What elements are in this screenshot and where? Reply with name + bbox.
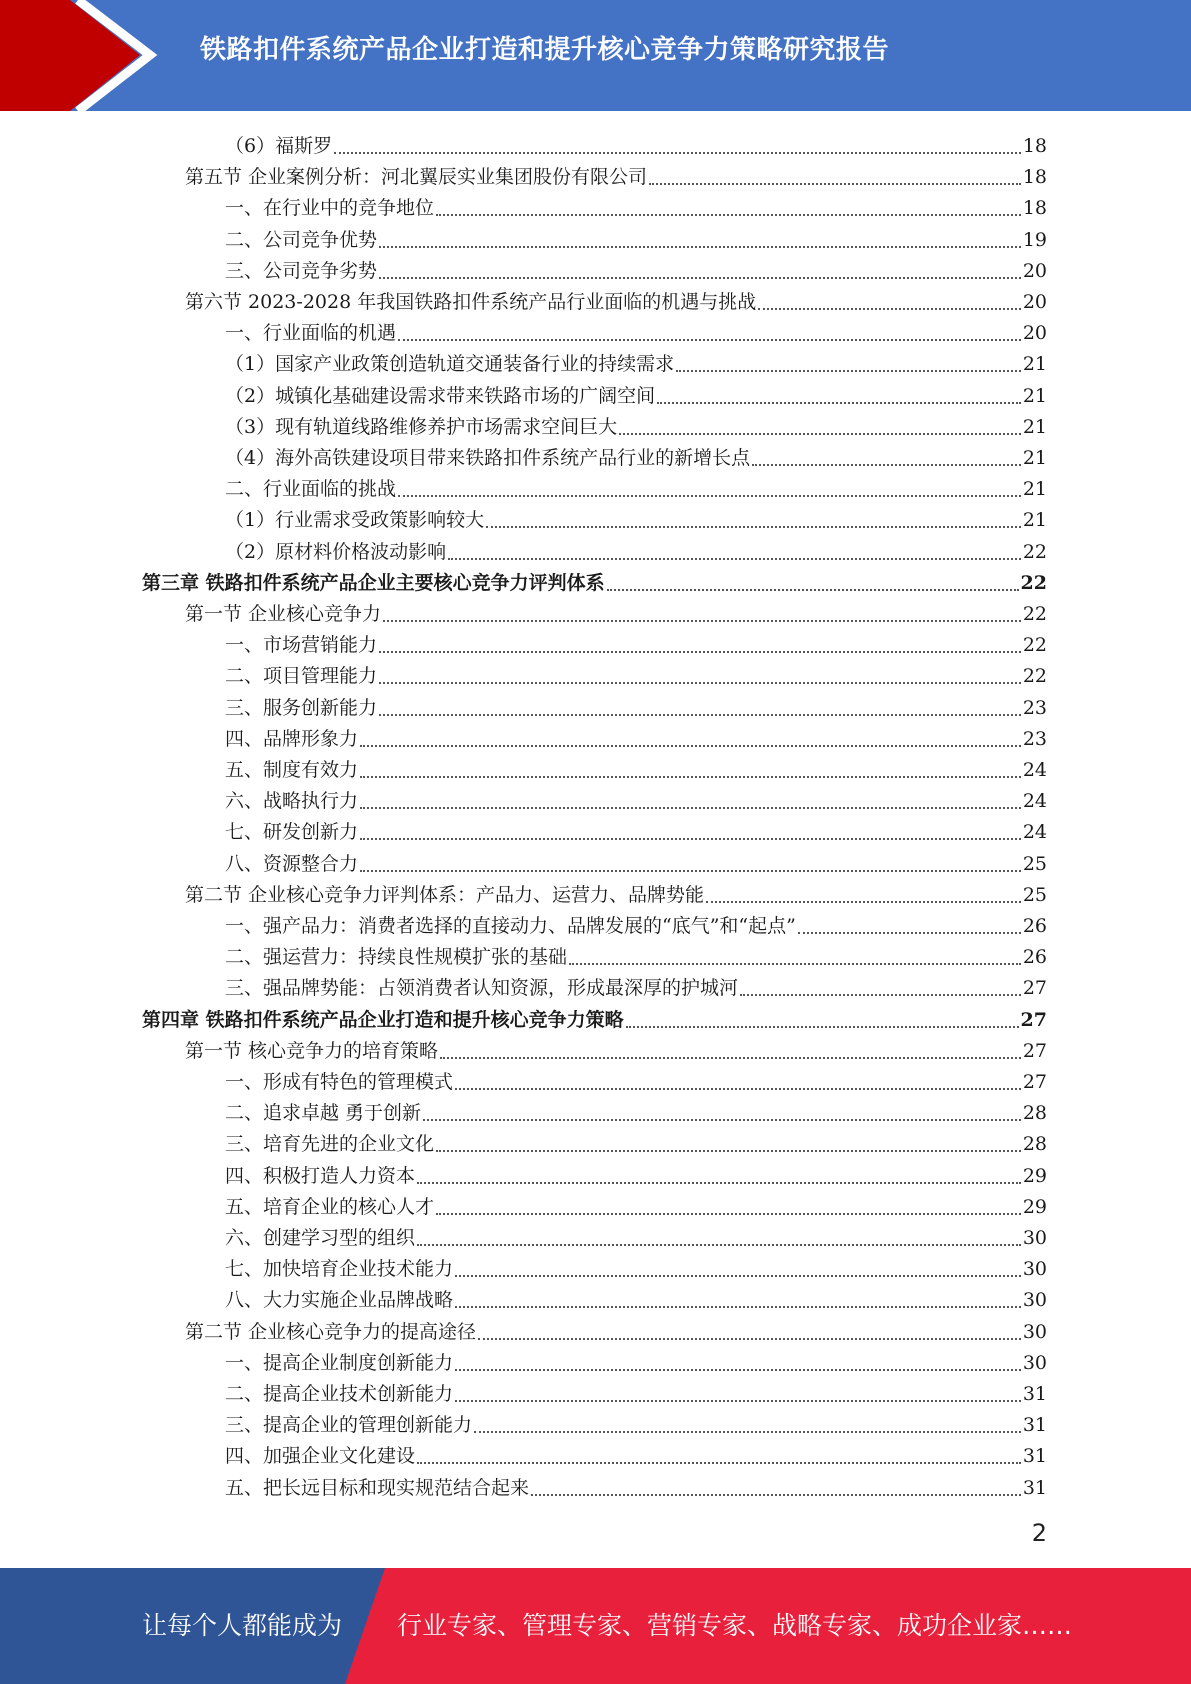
- toc-entry-title: 三、强品牌势能：占领消费者认知资源，形成最深厚的护城河: [225, 977, 739, 1000]
- toc-entry-title: 二、行业面临的挑战: [225, 478, 397, 501]
- toc-item-row[interactable]: [225, 1125, 1047, 1156]
- toc-item-row[interactable]: [225, 626, 1047, 657]
- toc-item-row[interactable]: [225, 314, 1047, 345]
- toc-item-row[interactable]: [225, 1406, 1047, 1437]
- toc-entry-page: 29: [1022, 1195, 1047, 1218]
- toc-leader-dots: [360, 776, 1021, 778]
- toc-leader-dots: [360, 870, 1021, 872]
- toc-entry-title: 第四章 铁路扣件系统产品企业打造和提升核心竞争力策略: [142, 1008, 624, 1031]
- toc-leader-dots: [379, 651, 1021, 653]
- toc-entry-title: 七、加快培育企业技术能力: [225, 1258, 454, 1281]
- toc-leader-dots: [417, 1182, 1021, 1184]
- toc-item-row[interactable]: [225, 1437, 1047, 1468]
- toc-item-row[interactable]: [225, 533, 1047, 564]
- toc-leader-dots: [752, 464, 1021, 466]
- toc-leader-dots: [379, 246, 1021, 248]
- toc-entry-page: 21: [1022, 353, 1047, 376]
- toc-entry-page: 31: [1022, 1476, 1047, 1499]
- toc-leader-dots: [569, 963, 1021, 965]
- page-number: 2: [1031, 1519, 1047, 1547]
- toc-entry-page: 18: [1022, 197, 1047, 220]
- toc-entry-title: （1）国家产业政策创造轨道交通装备行业的持续需求: [225, 353, 675, 376]
- toc-entry-page: 27: [1020, 1008, 1047, 1031]
- toc-entry-title: 四、加强企业文化建设: [225, 1445, 416, 1468]
- toc-leader-dots: [649, 183, 1021, 185]
- toc-entry-page: 20: [1022, 291, 1047, 313]
- toc-entry-page: 30: [1022, 1258, 1047, 1281]
- toc-entry-title: 三、公司竞争劣势: [225, 259, 378, 282]
- toc-item-row[interactable]: [225, 751, 1047, 782]
- toc-leader-dots: [758, 308, 1021, 310]
- toc-leader-dots: [455, 1306, 1021, 1308]
- toc-leader-dots: [455, 1275, 1021, 1277]
- toc-item-row[interactable]: [225, 345, 1047, 376]
- toc-leader-dots: [740, 994, 1021, 996]
- toc-entry-page: 26: [1022, 946, 1047, 969]
- toc-entry-title: （3）现有轨道线路维修养护市场需求空间巨大: [225, 415, 618, 438]
- toc-leader-dots: [455, 1369, 1021, 1371]
- toc-leader-dots: [474, 1431, 1021, 1433]
- toc-item-row[interactable]: [225, 1157, 1047, 1188]
- toc-leader-dots: [360, 807, 1021, 809]
- toc-entry-page: 22: [1022, 634, 1047, 657]
- toc-leader-dots: [619, 433, 1021, 435]
- toc-entry-page: 28: [1022, 1102, 1047, 1125]
- toc-leader-dots: [657, 402, 1021, 404]
- toc-entry-page: 30: [1022, 1351, 1047, 1374]
- toc-item-row[interactable]: [225, 439, 1047, 470]
- toc-leader-dots: [440, 1057, 1021, 1059]
- toc-entry-title: 第二节 企业核心竞争力的提高途径: [185, 1320, 477, 1343]
- toc-entry-title: 四、品牌形象力: [225, 727, 359, 750]
- toc-section-row[interactable]: [185, 1313, 1047, 1344]
- toc-entry-title: 六、战略执行力: [225, 790, 359, 813]
- toc-entry-title: （2）城镇化基础建设需求带来铁路市场的广阔空间: [225, 384, 656, 407]
- toc-item-row[interactable]: [225, 1375, 1047, 1406]
- toc-leader-dots: [626, 1026, 1019, 1028]
- toc-entry-page: 23: [1022, 696, 1047, 719]
- toc-entry-title: 第二节 企业核心竞争力评判体系：产品力、运营力、品牌势能: [185, 883, 705, 906]
- toc-entry-title: 一、市场营销能力: [225, 634, 378, 657]
- toc-chapter-row[interactable]: [142, 564, 1047, 595]
- toc-leader-dots: [706, 901, 1021, 903]
- toc-item-row[interactable]: [225, 1219, 1047, 1250]
- toc-item-row[interactable]: [225, 1250, 1047, 1281]
- toc-entry-title: （1）行业需求受政策影响较大: [225, 509, 485, 532]
- toc-leader-dots: [531, 1494, 1021, 1496]
- toc-leader-dots: [417, 1244, 1021, 1246]
- toc-leader-dots: [379, 682, 1021, 684]
- toc-entry-title: 二、公司竞争优势: [225, 228, 378, 251]
- toc-leader-dots: [383, 620, 1021, 622]
- toc-entry-title: 三、服务创新能力: [225, 696, 378, 719]
- toc-entry-title: 六、创建学习型的组织: [225, 1227, 416, 1249]
- footer-slogan-right: 行业专家、管理专家、营销专家、战略专家、成功企业家……: [397, 1611, 1073, 1640]
- toc-leader-dots: [417, 1462, 1021, 1464]
- toc-entry-page: 25: [1022, 852, 1047, 875]
- toc-entry-page: 20: [1022, 322, 1047, 345]
- toc-entry-title: 一、形成有特色的管理模式: [225, 1071, 454, 1093]
- toc-item-row[interactable]: [225, 127, 1047, 158]
- toc-entry-title: 第一节 核心竞争力的培育策略: [185, 1039, 439, 1062]
- toc-leader-dots: [448, 558, 1021, 560]
- toc-entry-title: 一、强产品力：消费者选择的直接动力、品牌发展的“底气”和“起点”: [225, 915, 796, 937]
- toc-leader-dots: [379, 277, 1021, 279]
- toc-item-row[interactable]: [225, 907, 1047, 938]
- toc-item-row[interactable]: [225, 657, 1047, 688]
- toc-item-row[interactable]: [225, 501, 1047, 532]
- toc-entry-title: 五、培育企业的核心人才: [225, 1195, 435, 1218]
- toc-item-row[interactable]: [225, 689, 1047, 720]
- toc-entry-page: 19: [1022, 228, 1047, 251]
- toc-entry-page: 26: [1022, 915, 1047, 937]
- toc-leader-dots: [423, 1119, 1021, 1121]
- toc-entry-page: 22: [1020, 571, 1047, 594]
- toc-item-row[interactable]: [225, 1469, 1047, 1500]
- toc-entry-page: 20: [1022, 259, 1047, 282]
- toc-entry-title: 四、积极打造人力资本: [225, 1164, 416, 1187]
- toc-section-row[interactable]: [185, 1032, 1047, 1063]
- toc-entry-title: （2）原材料价格波动影响: [225, 540, 447, 563]
- toc-entry-page: 22: [1022, 603, 1047, 625]
- toc-item-row[interactable]: [225, 221, 1047, 252]
- toc-leader-dots: [398, 495, 1021, 497]
- toc-entry-page: 23: [1022, 727, 1047, 750]
- toc-item-row[interactable]: [225, 720, 1047, 751]
- toc-leader-dots: [398, 339, 1021, 341]
- toc-leader-dots: [455, 1088, 1021, 1090]
- toc-section-row[interactable]: [185, 595, 1047, 626]
- toc-entry-page: 30: [1022, 1227, 1047, 1249]
- toc-leader-dots: [436, 1150, 1021, 1152]
- toc-entry-page: 21: [1022, 384, 1047, 407]
- toc-entry-page: 24: [1022, 821, 1047, 844]
- toc-entry-page: 27: [1022, 1071, 1047, 1093]
- toc-leader-dots: [676, 370, 1021, 372]
- toc-leader-dots: [360, 745, 1021, 747]
- toc-entry-page: 22: [1022, 665, 1047, 688]
- footer-slogan-left: 让每个人都能成为: [142, 1611, 343, 1640]
- toc-leader-dots: [379, 714, 1021, 716]
- toc-entry-title: 第三章 铁路扣件系统产品企业主要核心竞争力评判体系: [142, 571, 605, 594]
- page-footer: [0, 1568, 1191, 1684]
- report-title: 铁路扣件系统产品企业打造和提升核心竞争力策略研究报告: [200, 35, 890, 65]
- toc-entry-title: 一、提高企业制度创新能力: [225, 1351, 454, 1374]
- toc-entry-title: 五、把长远目标和现实规范结合起来: [225, 1476, 530, 1499]
- toc-entry-title: 二、提高企业技术创新能力: [225, 1383, 454, 1405]
- toc-leader-dots: [360, 838, 1021, 840]
- toc-entry-page: 30: [1022, 1320, 1047, 1343]
- toc-item-row[interactable]: [225, 1063, 1047, 1094]
- toc-leader-dots: [334, 152, 1021, 154]
- toc-item-row[interactable]: [225, 969, 1047, 1000]
- toc-entry-page: 24: [1022, 759, 1047, 781]
- toc-entry-title: （6）福斯罗: [225, 135, 333, 157]
- toc-entry-title: 七、研发创新力: [225, 821, 359, 844]
- toc-entry-title: 第一节 企业核心竞争力: [185, 603, 382, 625]
- toc-entry-title: 第六节 2023-2028 年我国铁路扣件系统产品行业面临的机遇与挑战: [185, 291, 757, 313]
- toc-entry-page: 28: [1022, 1133, 1047, 1156]
- toc-item-row[interactable]: [225, 938, 1047, 969]
- toc-entry-page: 22: [1022, 540, 1047, 563]
- toc-entry-title: 一、在行业中的竞争地位: [225, 197, 435, 220]
- toc-entry-page: 31: [1022, 1414, 1047, 1437]
- toc-entry-title: 二、项目管理能力: [225, 665, 378, 688]
- toc-section-row[interactable]: [185, 876, 1047, 907]
- toc-entry-page: 24: [1022, 790, 1047, 813]
- toc-entry-page: 27: [1022, 1039, 1047, 1062]
- toc-entry-page: 27: [1022, 977, 1047, 1000]
- toc-entry-title: 一、行业面临的机遇: [225, 322, 397, 345]
- toc-entry-page: 29: [1022, 1164, 1047, 1187]
- toc-entry-page: 18: [1022, 166, 1047, 189]
- toc-entry-page: 21: [1022, 478, 1047, 501]
- toc-entry-title: 二、强运营力：持续良性规模扩张的基础: [225, 946, 568, 969]
- toc-item-row[interactable]: [225, 470, 1047, 501]
- toc-item-row[interactable]: [225, 377, 1047, 408]
- toc-item-row[interactable]: [225, 1094, 1047, 1125]
- toc-leader-dots: [486, 526, 1021, 528]
- toc-item-row[interactable]: [225, 845, 1047, 876]
- toc-entry-page: 21: [1022, 415, 1047, 438]
- toc-entry-page: 31: [1022, 1383, 1047, 1405]
- toc-item-row[interactable]: [225, 1281, 1047, 1312]
- toc-item-row[interactable]: [225, 252, 1047, 283]
- toc-leader-dots: [478, 1338, 1021, 1340]
- page-header: [0, 0, 1191, 111]
- toc-section-row[interactable]: [185, 158, 1047, 189]
- toc-entry-page: 21: [1022, 447, 1047, 469]
- toc-leader-dots: [455, 1400, 1021, 1402]
- toc-item-row[interactable]: [225, 408, 1047, 439]
- toc-entry-title: 三、提高企业的管理创新能力: [225, 1414, 473, 1437]
- toc-entry-title: 三、培育先进的企业文化: [225, 1133, 435, 1156]
- toc-item-row[interactable]: [225, 1188, 1047, 1219]
- toc-leader-dots: [436, 214, 1021, 216]
- toc-entry-title: 五、制度有效力: [225, 759, 359, 781]
- toc-item-row[interactable]: [225, 189, 1047, 220]
- toc-item-row[interactable]: [225, 782, 1047, 813]
- toc-entry-page: 21: [1022, 509, 1047, 532]
- toc-leader-dots: [798, 932, 1021, 934]
- toc-entry-title: 八、资源整合力: [225, 852, 359, 875]
- toc-chapter-row[interactable]: [142, 1001, 1047, 1032]
- toc-entry-page: 30: [1022, 1289, 1047, 1312]
- toc-leader-dots: [607, 589, 1019, 591]
- toc-leader-dots: [436, 1213, 1021, 1215]
- toc-entry-page: 31: [1022, 1445, 1047, 1468]
- toc-section-row[interactable]: [185, 283, 1047, 314]
- toc-item-row[interactable]: [225, 813, 1047, 844]
- toc-entry-title: 二、追求卓越 勇于创新: [225, 1102, 422, 1125]
- toc-entry-page: 18: [1022, 135, 1047, 157]
- toc-entry-page: 25: [1022, 883, 1047, 906]
- toc-entry-title: （4）海外高铁建设项目带来铁路扣件系统产品行业的新增长点: [225, 447, 751, 469]
- toc-item-row[interactable]: [225, 1344, 1047, 1375]
- toc-entry-title: 第五节 企业案例分析：河北翼辰实业集团股份有限公司: [185, 166, 648, 189]
- toc-entry-title: 八、大力实施企业品牌战略: [225, 1289, 454, 1312]
